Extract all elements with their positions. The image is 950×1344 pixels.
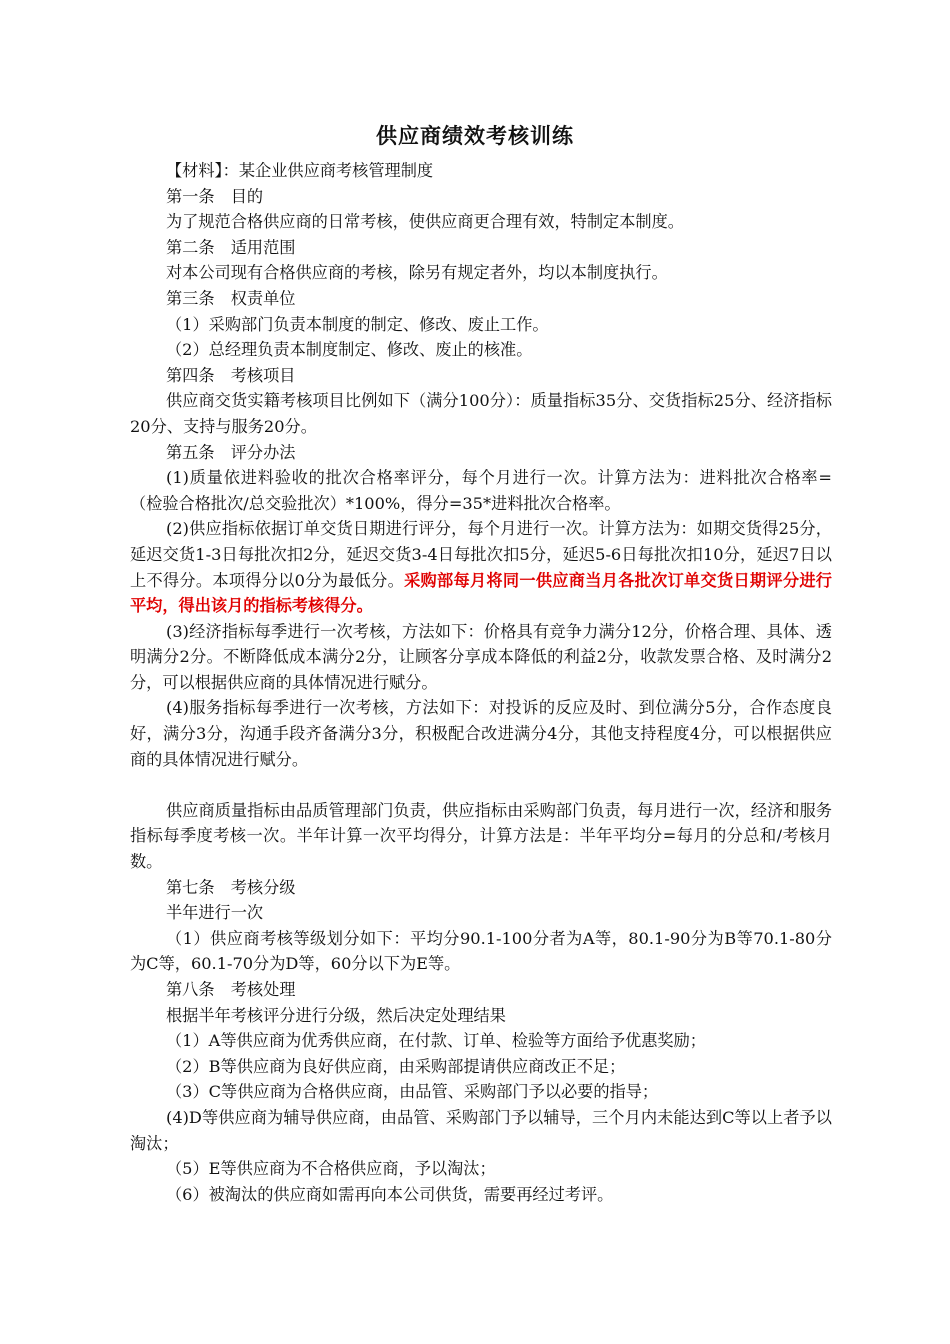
article-7-item-1: （1）供应商考核等级划分如下：平均分90.1-100分者为A等，80.1-90分为B等70.1-80分为C等，60.1-70分为D等，60分以下为E等。 [130,928,832,974]
article-5-heading: 第五条 评分办法 [166,442,296,462]
material-heading: 【材料】：某企业供应商考核管理制度 [166,161,434,180]
article-4-heading: 第四条 考核项目 [166,365,296,385]
article-5-item-2-text: (2)供应指标依据订单交货日期进行评分，每个月进行一次。计算方法为：如期交货得25分，延迟交货1-3日每批次扣2分，延迟交货3-4日每批次扣5分，延迟5-6日每批次扣10分，延迟7日以上不得分。本项得分以0分为最低分。 [130,519,832,590]
article-8-item-2: （2）B等供应商为良好供应商，由采购部提请供应商改正不足； [166,1056,626,1076]
scoring-responsibility-text: 供应商质量指标由品质管理部门负责，供应指标由采购部门负责，每月进行一次，经济和服务指标每季度考核一次。半年计算一次平均得分，计算方法是：半年平均分=每月的分总和/考核月数。 [130,800,832,872]
highlighted-note: 采购部每月将同一供应商当月各批次订单交货日期评分进行平均，得出该月的指标考核得分。 [130,570,832,616]
document-title: 供应商绩效考核训练 [376,124,574,148]
article-2-heading: 第二条 适用范围 [166,237,296,257]
article-5-item-2 [130,516,832,618]
article-5-item-3: (3)经济指标每季进行一次考核，方法如下：价格具有竞争力满分12分，价格合理、具体、透明满分2分。不断降低成本满分2分，让顾客分享成本降低的利益2分，收款发票合格、及时满分2分，可以根据供应商的具体情况进行赋分。 [130,621,832,692]
article-4-text: 供应商交货实籍考核项目比例如下（满分100分）：质量指标35分、交货指标25分、经济指标20分、支持与服务20分。 [130,391,832,436]
article-3-item-1: （1）采购部门负责本制度的制定、修改、废止工作。 [166,314,549,334]
article-8-intro: 根据半年考核评分进行分级，然后决定处理结果 [166,1005,506,1025]
article-5-item-4: (4)服务指标每季进行一次考核，方法如下：对投诉的反应及时、到位满分5分，合作态度良好，满分3分，沟通手段齐备满分3分，积极配合改进满分4分，其他支持程度4分，可以根据供应商的具体情况进行赋分。 [130,698,832,769]
article-2-text: 对本公司现有合格供应商的考核，除另有规定者外，均以本制度执行。 [166,263,668,283]
article-1-heading: 第一条 目的 [166,186,264,206]
article-8-heading: 第八条 考核处理 [166,980,296,999]
blank-line [130,772,832,798]
article-8-item-6: （6）被淘汰的供应商如需再向本公司供货，需要再经过考评。 [166,1184,614,1204]
article-3-item-2: （2）总经理负责本制度制定、修改、废止的核准。 [166,340,533,360]
document-body [130,158,832,1207]
article-1-text: 为了规范合格供应商的日常考核，使供应商更合理有效，特制定本制度。 [166,212,684,232]
article-7-heading: 第七条 考核分级 [166,877,296,897]
article-8-item-3: （3）C等供应商为合格供应商，由品管、采购部门予以必要的指导； [166,1082,659,1102]
article-7-frequency: 半年进行一次 [166,903,264,923]
article-8-item-1: （1）A等供应商为优秀供应商，在付款、订单、检验等方面给予优惠奖励； [166,1031,706,1051]
article-5-item-1: (1)质量依进料验收的批次合格率评分，每个月进行一次。计算方法为：进料批次合格率=（检验合格批次/总交验批次）*100%，得分=35*进料批次合格率。 [130,468,832,513]
article-8-item-5: （5）E等供应商为不合格供应商，予以淘汰； [166,1159,496,1179]
article-3-heading: 第三条 权责单位 [166,288,296,308]
article-8-item-4: (4)D等供应商为辅导供应商，由品管、采购部门予以辅导，三个月内未能达到C等以上者予以淘汰； [130,1107,832,1153]
